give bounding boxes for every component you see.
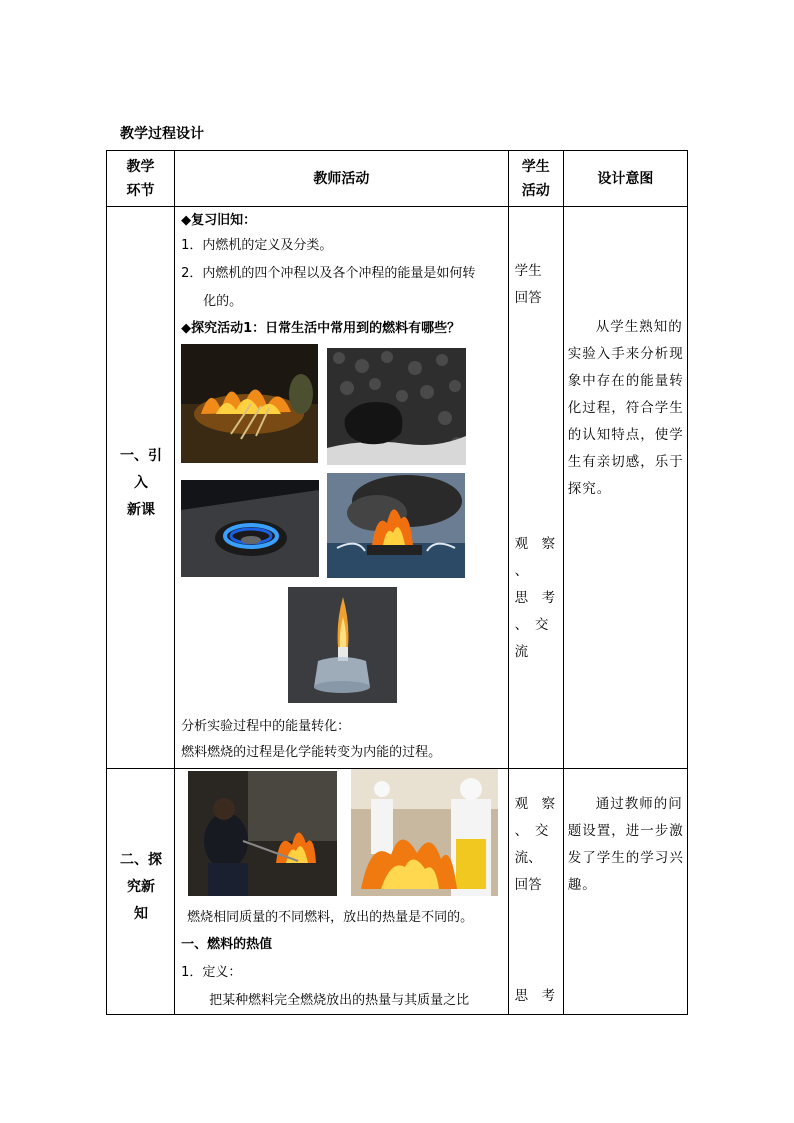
header-stage-line1: 教学 (126, 158, 155, 175)
alcohol-lamp-photo (288, 587, 397, 703)
conclusion-text: 燃料燃烧的过程是化学能转变为内能的过程。 (181, 745, 442, 760)
lesson-plan-table (106, 150, 688, 1015)
student-line: 思 考 (514, 988, 556, 1004)
stage-label-2 (107, 847, 175, 928)
intent-cell-1 (563, 207, 687, 769)
header-teacher: 教师活动 (175, 151, 509, 207)
row-introduction (107, 207, 688, 769)
review-item-2-cont: 化的。 (203, 294, 243, 309)
header-row (107, 151, 688, 207)
student-activity-observe-2 (515, 791, 556, 899)
stage-line: 究新 (127, 879, 155, 895)
review-item-1: 1．内燃机的定义及分类。 (181, 238, 333, 253)
burning-straw-photo (181, 344, 318, 463)
section-heading: 教学过程设计 (120, 126, 204, 142)
stage-line: 新课 (127, 502, 155, 518)
teacher-cell-1 (175, 207, 509, 769)
student-line: 思 考 (514, 590, 556, 606)
coal-photo (327, 348, 466, 465)
student-line: 流 (514, 644, 529, 660)
student-cell-1 (508, 207, 563, 769)
stage-line: 二、探 (120, 852, 162, 868)
stage-cell-2 (107, 769, 175, 1015)
student-line: 、 交 (514, 823, 549, 839)
definition-text: 把某种燃料完全燃烧放出的热量与其质量之比 (209, 993, 470, 1008)
kitchen-fire-photo (351, 769, 498, 896)
student-activity-think-2 (515, 983, 556, 1010)
stage-line: 知 (134, 906, 148, 922)
stage-cell-1 (107, 207, 175, 769)
stage-line: 入 (134, 475, 148, 491)
intent-text-2: 通过教师的问题设置，进一步激发了学生的学习兴趣。 (567, 796, 684, 893)
student-line: 学生 (514, 263, 542, 279)
header-student (508, 151, 563, 207)
gas-stove-photo (181, 480, 319, 577)
header-student-line2: 活动 (521, 182, 550, 199)
intent-cell-2 (563, 769, 687, 1015)
review-title: ◆复习旧知： (181, 213, 257, 228)
header-student-line1: 学生 (521, 158, 550, 175)
student-line: 观 察 (514, 536, 556, 552)
oil-rig-fire-photo (327, 473, 465, 578)
section-title: 一、燃料的热值 (181, 937, 273, 952)
student-cell-2 (508, 769, 563, 1015)
teacher-cell-2 (175, 769, 509, 1015)
header-stage-line2: 环节 (126, 182, 155, 199)
header-intent: 设计意图 (563, 151, 687, 207)
activity-title: ◆探究活动1：日常生活中常用到的燃料有哪些？ (181, 321, 461, 336)
student-activity-answer (515, 258, 542, 312)
student-line: 观 察 (514, 796, 556, 812)
student-line: 流、 (514, 850, 542, 866)
definition-label: 1．定义： (181, 965, 242, 980)
student-line: 回答 (514, 290, 542, 306)
analysis-text: 分析实验过程中的能量转化： (181, 719, 351, 734)
stage-label-1 (107, 443, 175, 524)
statement-text: 燃烧相同质量的不同燃料，放出的热量是不同的。 (187, 910, 474, 925)
row-exploration (107, 769, 688, 1015)
student-line: 、 交 (514, 617, 549, 633)
stage-line: 一、引 (120, 448, 162, 464)
header-stage (107, 151, 175, 207)
student-line: 、 (514, 563, 529, 579)
student-line: 回答 (514, 877, 542, 893)
forge-fire-photo (188, 771, 337, 896)
student-activity-observe (515, 531, 556, 666)
review-item-2: 2．内燃机的四个冲程以及各个冲程的能量是如何转 (181, 266, 476, 281)
intent-text-1: 从学生熟知的实验入手来分析现象中存在的能量转化过程，符合学生的认知特点，使学生有亲切感，乐于探究。 (567, 319, 684, 497)
